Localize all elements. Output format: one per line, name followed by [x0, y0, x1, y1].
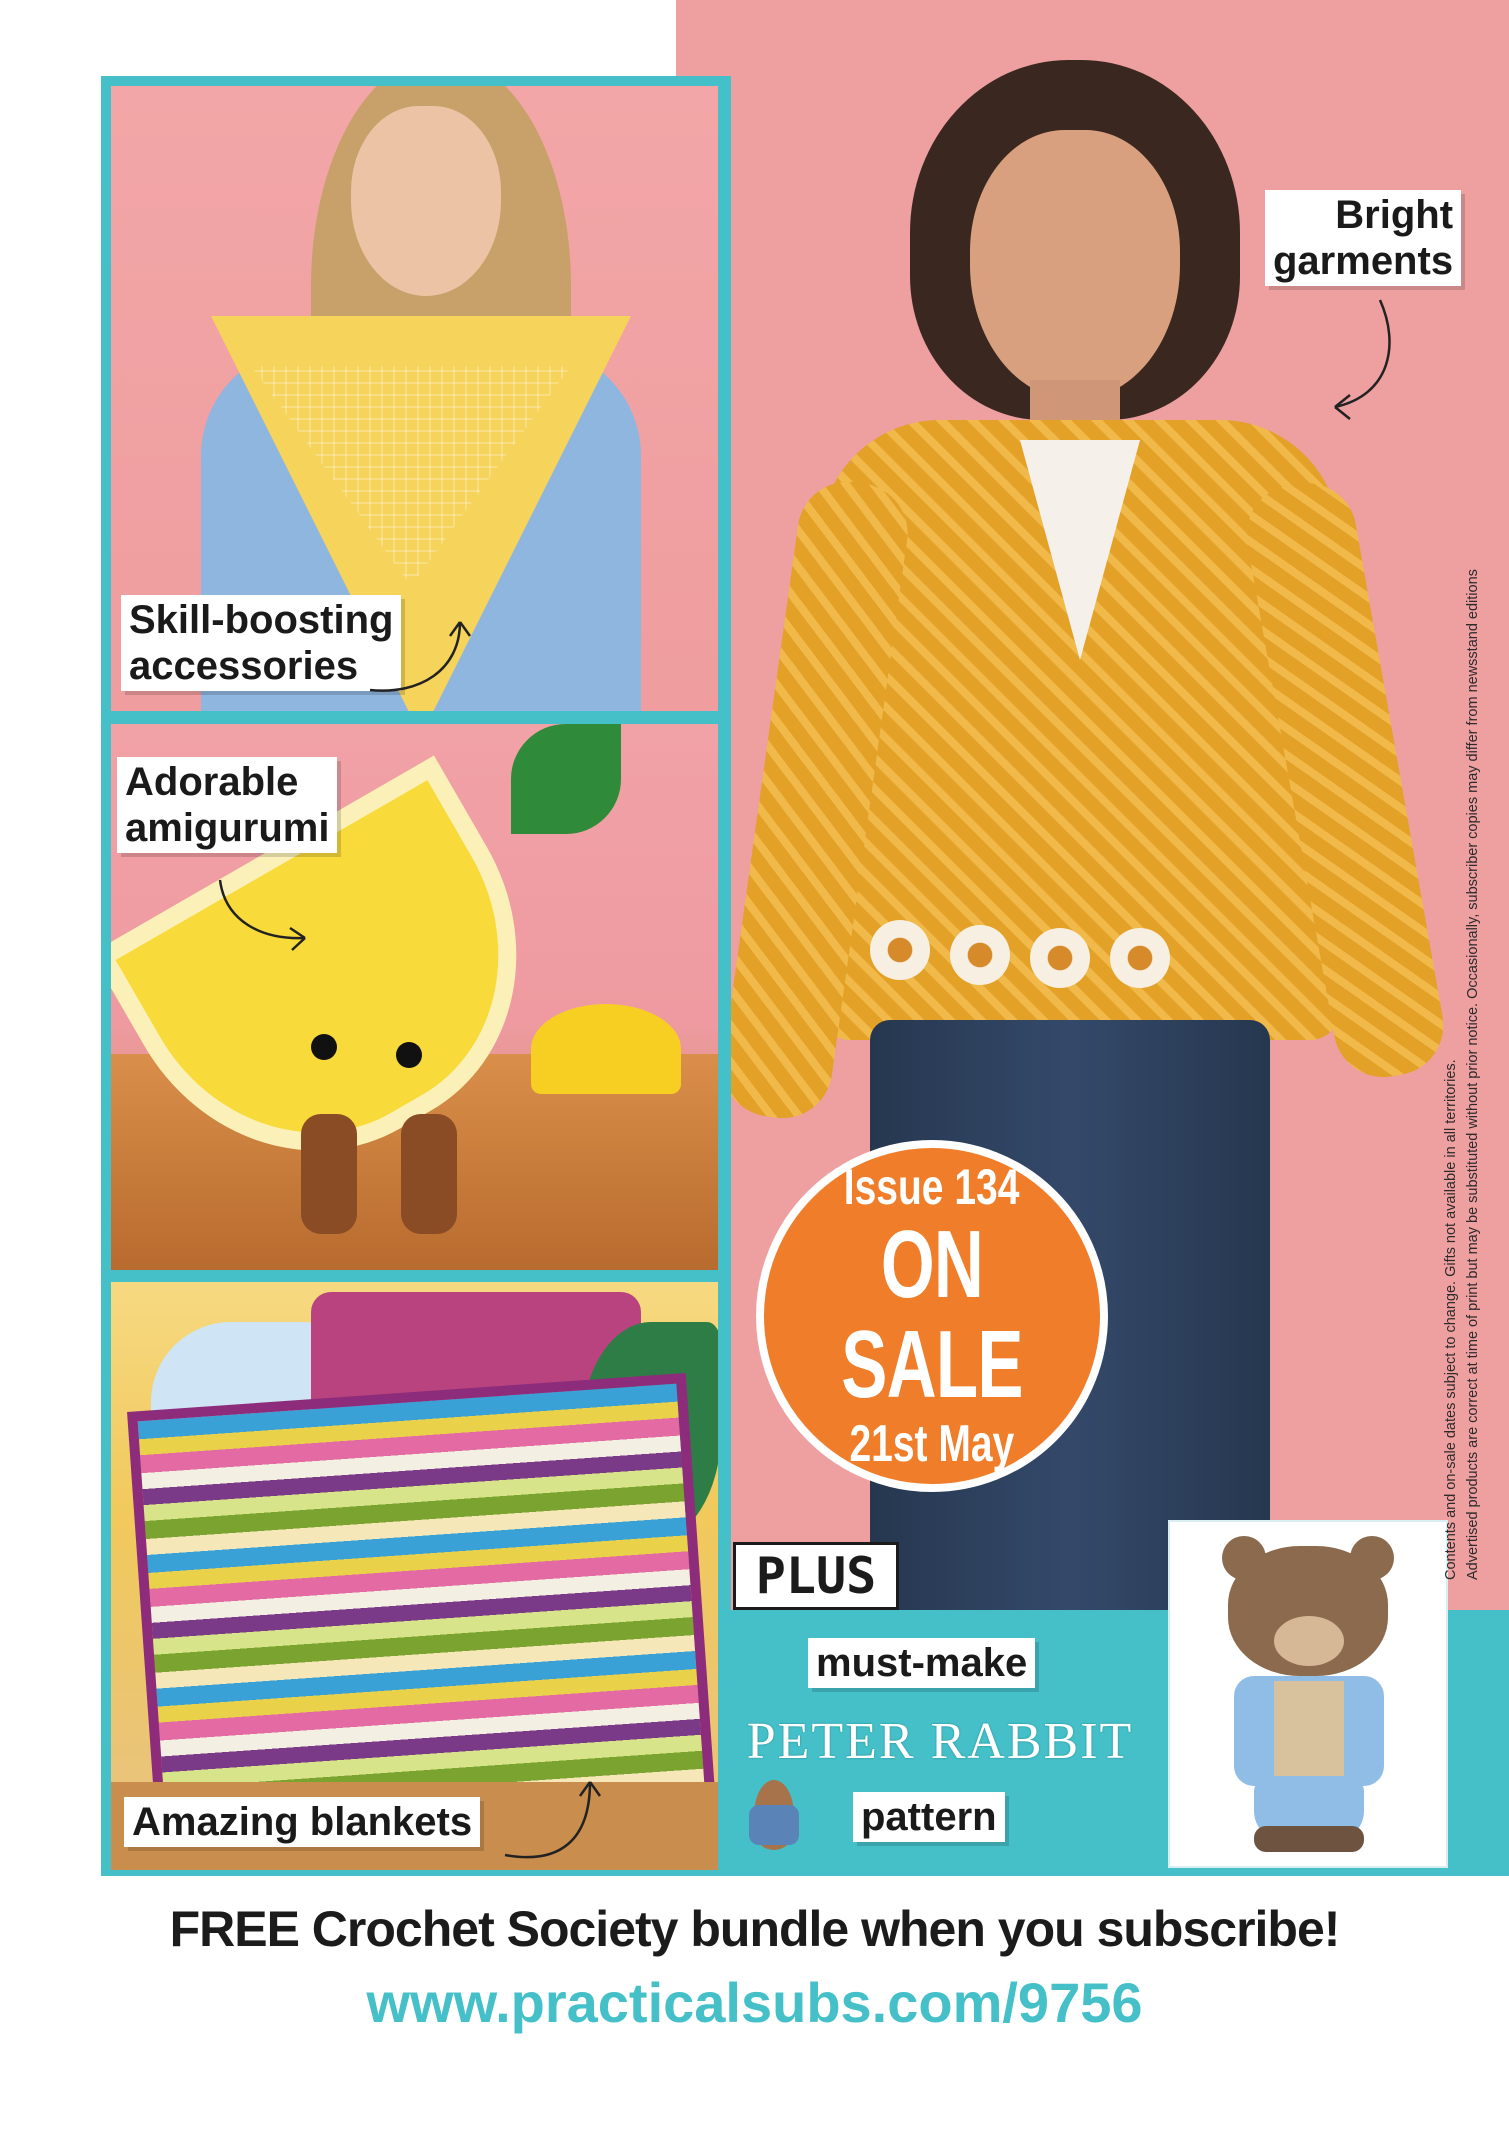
subscribe-headline: FREE Crochet Society bundle when you subscribe!	[169, 1901, 1340, 1957]
plus-label: PLUS	[733, 1542, 899, 1610]
peter-rabbit-logo: PETER RABBIT	[746, 1713, 1134, 1770]
garments-arrow-icon	[1320, 295, 1400, 425]
lemon-eye-right	[396, 1042, 422, 1068]
bear-feet	[1254, 1826, 1364, 1852]
shawl-arrow-icon	[360, 610, 480, 700]
bright-garments-label	[1265, 190, 1461, 286]
bright-garments-label-line2: garments	[1273, 239, 1454, 283]
bear-ear-right	[1350, 1536, 1394, 1580]
bear-muzzle	[1274, 1616, 1344, 1666]
issue-number: Issue 134	[844, 1159, 1020, 1215]
on-sale-date: 21st May	[849, 1415, 1015, 1473]
skill-boosting-label-line1: Skill-boosting	[129, 598, 394, 642]
lemon-eye-left	[311, 1034, 337, 1060]
peter-rabbit-illustration	[734, 1760, 834, 1860]
adorable-amigurumi-label-line1: Adorable	[125, 760, 299, 804]
striped-blanket	[127, 1373, 715, 1831]
amigurumi-arrow-icon	[210, 870, 320, 960]
legal-disclaimer	[1440, 280, 1484, 1580]
adorable-amigurumi-label-line2: amigurumi	[125, 806, 330, 850]
model-face	[351, 106, 501, 296]
issue-on-sale-badge	[756, 1140, 1108, 1492]
skill-boosting-label-line2: accessories	[129, 644, 359, 688]
disclaimer-line2: Advertised products are correct at time of print but may be substituted without prior notice. Occasionally, subscriber copies may differ from newsstand editions	[1465, 569, 1481, 1580]
bright-garments-label-line1: Bright	[1335, 193, 1454, 237]
must-make-label: must-make	[808, 1638, 1035, 1688]
blanket-arrow-icon	[500, 1770, 610, 1870]
lemon-slices	[531, 1004, 681, 1094]
lemon-leaf	[511, 724, 621, 834]
bear-amigurumi-photo	[1170, 1522, 1446, 1866]
lemon-leg-left	[301, 1114, 357, 1234]
pattern-label: pattern	[853, 1792, 1005, 1842]
on-sale-text: ON SALE	[841, 1211, 1023, 1418]
disclaimer-line1: Contents and on-sale dates subject to change. Gifts not available in all territories.	[1443, 1059, 1459, 1580]
amazing-blankets-label: Amazing blankets	[124, 1797, 480, 1847]
subscribe-url-link[interactable]: www.practicalsubs.com/9756	[366, 1971, 1143, 2034]
bear-ear-left	[1222, 1536, 1266, 1580]
blanket-photo-panel	[111, 1282, 718, 1870]
lemon-leg-right	[401, 1114, 457, 1234]
bear-shirt	[1274, 1681, 1344, 1776]
adorable-amigurumi-label	[117, 757, 337, 853]
